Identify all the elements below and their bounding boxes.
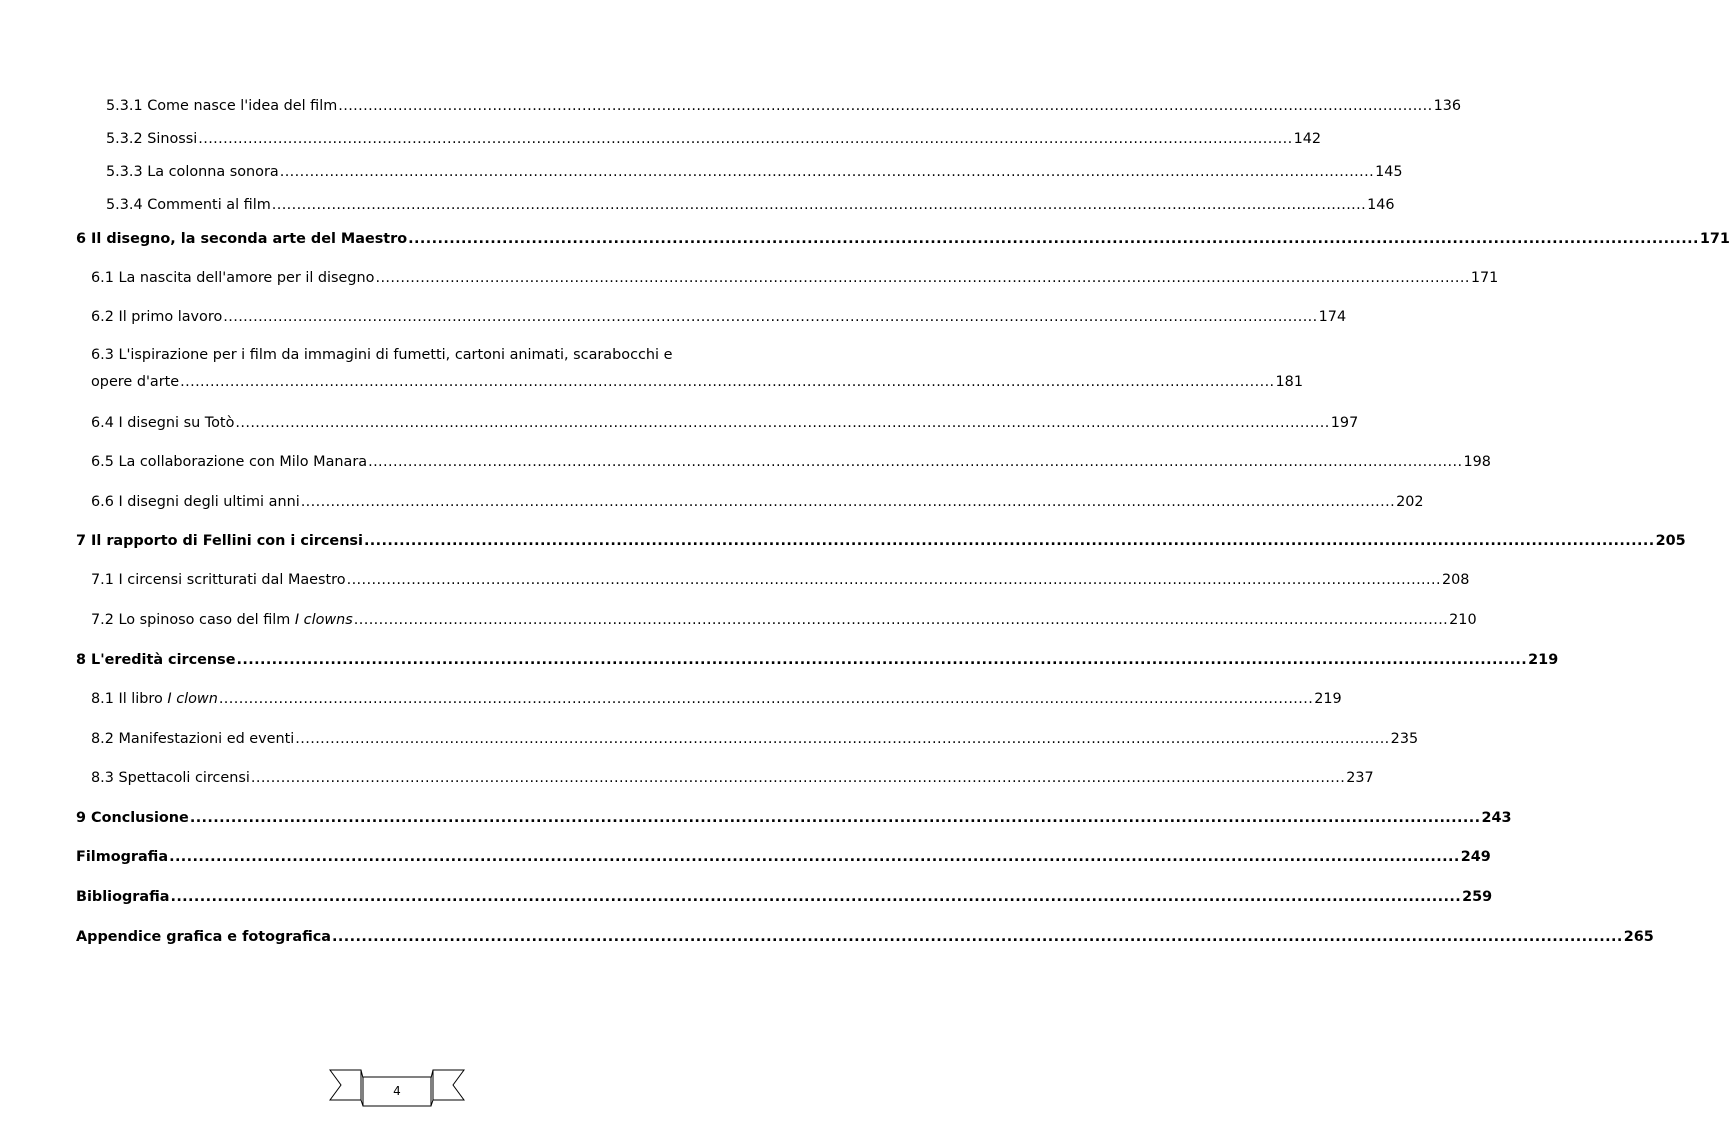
toc-page-number: 197 — [1330, 415, 1359, 431]
toc-entry-6-5[interactable] — [91, 452, 1491, 472]
toc-entry-title: 7 Il rapporto di Fellini con i circensi — [76, 533, 363, 549]
toc-entry-8-1[interactable] — [91, 689, 1342, 709]
dot-leader: ............................................................................................................................................................................................................................ — [300, 494, 1396, 510]
toc-page-number: 259 — [1462, 889, 1493, 905]
toc-entry-title-italic: I clowns — [294, 612, 353, 628]
toc-entry-7-2[interactable] — [91, 610, 1477, 630]
dot-leader: ............................................................................................................................................................................................................................ — [250, 770, 1346, 786]
toc-entry-6-6[interactable] — [91, 492, 1424, 512]
toc-entry-title: 7.1 I circensi scritturati dal Maestro — [91, 572, 346, 588]
toc-entry-title: 5.3.1 Come nasce l'idea del film — [106, 98, 338, 114]
dot-leader: ............................................................................................................................................................................................................................ — [198, 131, 1293, 147]
toc-page-number: 208 — [1441, 572, 1470, 588]
toc-entry-title — [91, 610, 353, 630]
toc-entry-5-3-2[interactable] — [106, 129, 1322, 149]
toc-page-number: 198 — [1463, 454, 1491, 470]
dot-leader: ............................................................................................................................................................................................................................ — [295, 731, 1390, 747]
dot-leader: ............................................................................................................................................................................................................................ — [169, 849, 1460, 865]
toc-page-number: 235 — [1390, 731, 1419, 747]
dot-leader: ............................................................................................................................................................................................................................ — [338, 98, 1433, 114]
toc-page-number: 146 — [1367, 197, 1395, 213]
toc-page-number: 145 — [1375, 164, 1403, 180]
dot-leader: ............................................................................................................................................................................................................................ — [180, 374, 1275, 390]
dot-leader: ............................................................................................................................................................................................................................ — [170, 889, 1462, 905]
toc-entry-title: 6.4 I disegni su Totò — [91, 415, 235, 431]
toc-page-number: 249 — [1460, 849, 1491, 865]
toc-page-number: 205 — [1655, 533, 1686, 549]
dot-leader: ............................................................................................................................................................................................................................ — [408, 231, 1699, 247]
toc-entry-title-text: 7.2 Lo spinoso caso del film — [91, 612, 295, 628]
toc-entry-title: 6.1 La nascita dell'amore per il disegno — [91, 270, 375, 286]
toc-filmografia[interactable] — [76, 847, 1491, 867]
toc-page-number: 171 — [1470, 270, 1499, 286]
toc-appendice[interactable] — [76, 927, 1654, 947]
toc-page-number: 202 — [1396, 494, 1424, 510]
toc-chapter-8[interactable] — [76, 650, 1559, 670]
toc-page-number: 181 — [1275, 374, 1303, 390]
toc-bibliografia[interactable] — [76, 887, 1493, 907]
dot-leader: ............................................................................................................................................................................................................................ — [218, 691, 1314, 707]
page-number-ribbon — [329, 1068, 465, 1108]
toc-chapter-9[interactable] — [76, 808, 1512, 828]
toc-entry-title: 5.3.3 La colonna sonora — [106, 164, 279, 180]
toc-entry-title: 5.3.2 Sinossi — [106, 131, 198, 147]
dot-leader: ............................................................................................................................................................................................................................ — [279, 164, 1375, 180]
toc-entry-5-3-4[interactable] — [106, 195, 1395, 215]
toc-entry-title: 6.5 La collaborazione con Milo Manara — [91, 454, 368, 470]
toc-page-number: 171 — [1699, 231, 1730, 247]
toc-page-number: 136 — [1433, 98, 1462, 114]
toc-page-number: 237 — [1346, 770, 1374, 786]
dot-leader: ............................................................................................................................................................................................................................ — [346, 572, 1441, 588]
toc-entry-title: Appendice grafica e fotografica — [76, 929, 332, 945]
dot-leader: ............................................................................................................................................................................................................................ — [375, 270, 1470, 286]
toc-entry-title: Bibliografia — [76, 889, 170, 905]
toc-chapter-6[interactable] — [76, 229, 1730, 249]
toc-chapter-7[interactable] — [76, 531, 1686, 551]
dot-leader: ............................................................................................................................................................................................................................ — [332, 929, 1623, 945]
toc-entry-5-3-1[interactable] — [106, 96, 1462, 116]
toc-entry-8-2[interactable] — [91, 729, 1419, 749]
toc-entry-title: 8.2 Manifestazioni ed eventi — [91, 731, 295, 747]
toc-entry-title-continued: opere d'arte — [91, 374, 180, 390]
toc-entry-title: 8 L'eredità circense — [76, 652, 236, 668]
toc-page-number: 219 — [1314, 691, 1342, 707]
toc-entry-title: Filmografia — [76, 849, 169, 865]
toc-page-number: 174 — [1318, 309, 1347, 325]
toc-entry-8-3[interactable] — [91, 768, 1374, 788]
dot-leader: ............................................................................................................................................................................................................................ — [236, 652, 1528, 668]
toc-entry-7-1[interactable] — [91, 570, 1470, 590]
toc-page-number: 142 — [1293, 131, 1322, 147]
toc-entry-5-3-3[interactable] — [106, 162, 1403, 182]
dot-leader: ............................................................................................................................................................................................................................ — [223, 309, 1318, 325]
toc-entry-title-italic: I clown — [167, 691, 218, 707]
toc-page-number: 219 — [1528, 652, 1559, 668]
dot-leader: ............................................................................................................................................................................................................................ — [363, 533, 1655, 549]
dot-leader: ............................................................................................................................................................................................................................ — [189, 810, 1481, 826]
toc-entry-title: 5.3.4 Commenti al film — [106, 197, 271, 213]
toc-entry-title-text: 8.1 Il libro — [91, 691, 168, 707]
toc-entry-6-4[interactable] — [91, 413, 1359, 433]
toc-entry-title: 6.2 Il primo lavoro — [91, 309, 223, 325]
toc-entry-title: 6.6 I disegni degli ultimi anni — [91, 494, 300, 510]
toc-entry-title: 8.3 Spettacoli circensi — [91, 770, 250, 786]
toc-entry-6-1[interactable] — [91, 268, 1499, 288]
dot-leader: ............................................................................................................................................................................................................................ — [353, 612, 1449, 628]
page-number: 4 — [393, 1084, 401, 1098]
toc-entry-6-2[interactable] — [91, 307, 1347, 327]
toc-entry-title: 6 Il disegno, la seconda arte del Maestro — [76, 231, 408, 247]
dot-leader: ............................................................................................................................................................................................................................ — [271, 197, 1367, 213]
toc-page-number: 265 — [1623, 929, 1654, 945]
toc-entry-6-3[interactable] — [91, 342, 1303, 396]
dot-leader: ............................................................................................................................................................................................................................ — [235, 415, 1330, 431]
toc-entry-title: 6.3 L'ispirazione per i film da immagini di fumetti, cartoni animati, scarabocchi e — [91, 347, 673, 363]
toc-page-number: 243 — [1481, 810, 1512, 826]
toc-page-number: 210 — [1449, 612, 1477, 628]
toc-entry-title: 9 Conclusione — [76, 810, 189, 826]
dot-leader: ............................................................................................................................................................................................................................ — [368, 454, 1463, 470]
toc-entry-title — [91, 689, 218, 709]
